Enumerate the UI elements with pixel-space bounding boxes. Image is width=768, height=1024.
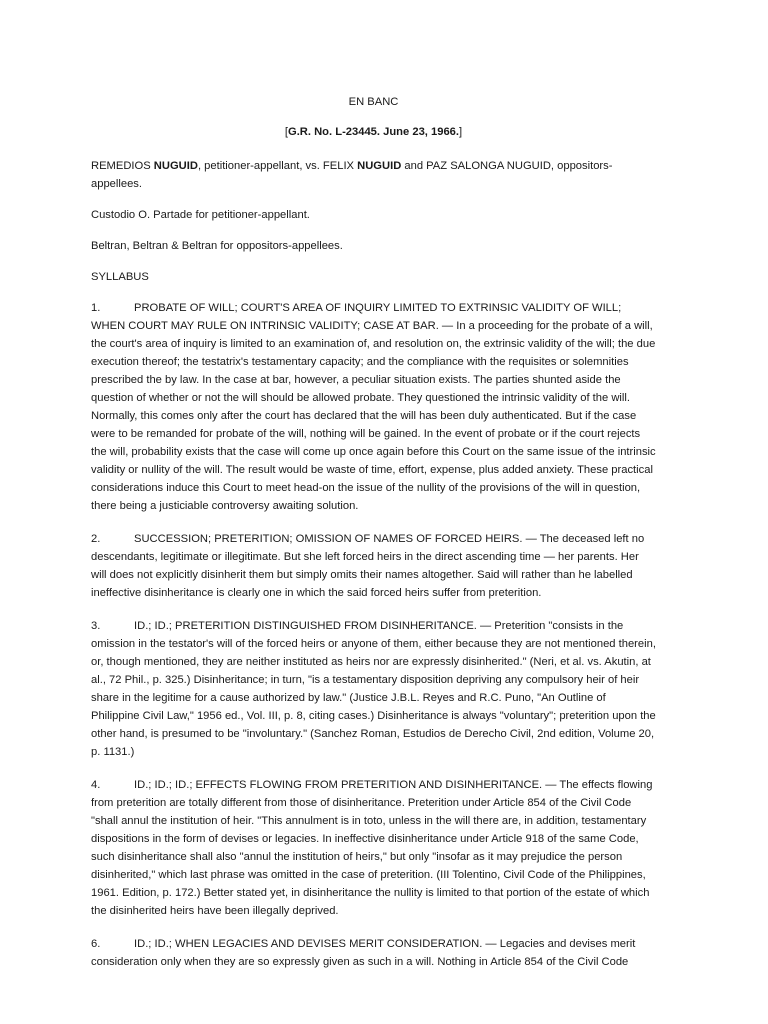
item-heading: SUCCESSION; PRETERITION; OMISSION OF NAMES OF FORCED HEIRS. (134, 533, 523, 545)
item-body: — Preterition "consists in the omission in the testator's will of the forced heirs or anyone of them, either because they are not mentioned therein, or, though mentioned, they are neither instituted as heirs nor are expressly disinherited." (Neri, et al. vs. Akutin, at al., 72 Phil., p. 325.) Disinheritance; in turn, "is a testamentary disposition depriving any compulsory heir of heir share in the legitime for a cause authorized by law." (Justice J.B.L. Reyes and R.C. Puno, "An Outline of Philippine Civil Law," 1956 ed., Vol. III, p. 8, citing cases.) Disinheritance is always "voluntary"; preterition upon the other hand, is presumed to be "involuntary." (Sanchez Roman, Estudios de Derecho Civil, 2nd edition, Volume 20, p. 1131.) (91, 620, 656, 758)
case-number-text: G.R. No. L-23445. June 23, 1966. (288, 126, 459, 138)
syllabus-item (91, 776, 656, 920)
item-heading: PROBATE OF WILL; COURT'S AREA OF INQUIRY LIMITED TO EXTRINSIC VALIDITY OF WILL; WHEN COURT MAY RULE ON INTRINSIC VALIDITY; CASE AT BAR. (91, 302, 622, 332)
item-body: — In a proceeding for the probate of a will, the court's area of inquiry is limited to an examination of, and resolution on, the extrinsic validity of the will; the due execution thereof; the testatrix's testamentary capacity; and the compliance with the requisites or solemnities prescribed the by law. In the case at bar, however, a peculiar situation exists. The parties shunted aside the question of whether or not the will should be allowed probate. They questioned the intrinsic validity of the will. Normally, this comes only after the court has declared that the will has been duly authenticated. But if the case were to be remanded for probate of the will, nothing will be gained. In the event of probate or if the court rejects the will, probability exists that the case will come up once again before this Court on the same issue of the intrinsic validity or nullity of the will. The result would be waste of time, effort, expense, plus added anxiety. These practical considerations induce this Court to meet head-on the issue of the nullity of the provisions of the will in question, there being a justiciable controversy awaiting solution. (91, 320, 656, 512)
respondent-surname: NUGUID (357, 160, 402, 172)
open-bracket: [ (284, 126, 288, 138)
petitioner-surname: NUGUID (153, 160, 198, 172)
petitioner-counsel: Custodio O. Partade for petitioner-appellant. (91, 209, 310, 221)
respondent-counsel: Beltran, Beltran & Beltran for oppositors-appellees. (91, 240, 343, 252)
item-heading: ID.; ID.; PRETERITION DISTINGUISHED FROM DISINHERITANCE. (134, 620, 477, 632)
close-bracket: ] (459, 126, 463, 138)
case-number-heading (91, 125, 656, 140)
item-number: 2. (91, 533, 101, 545)
parties-line (91, 157, 656, 193)
petitioner-first-name: REMEDIOS (91, 160, 154, 172)
division-heading (91, 95, 656, 110)
syllabus-item (91, 935, 656, 971)
syllabus-label: SYLLABUS (91, 271, 149, 283)
respondent-rest: and PAZ SALONGA NUGUID, oppositors-appellees. (91, 160, 613, 190)
item-heading: ID.; ID.; WHEN LEGACIES AND DEVISES MERIT CONSIDERATION. (134, 938, 483, 950)
syllabus-item (91, 530, 656, 602)
division-text: EN BANC (348, 96, 399, 108)
item-body: — The effects flowing from preterition are totally different from those of disinheritance. Preterition under Article 854 of the Civil Code "shall annul the institution of heir. "This annulment is in toto, unless in the will there are, in addition, testamentary dispositions in the form of devises or legacies. In ineffective disinheritance under Article 918 of the same Code, such disinheritance shall also "annul the institution of heirs," but only "insofar as it may prejudice the person disinherited," which last phrase was omitted in the case of preterition. (III Tolentino, Civil Code of the Philippines, 1961. Edition, p. 172.) Better stated yet, in disinheritance the nullity is limited to that portion of the estate of which the disinherited heirs have been illegally deprived. (91, 779, 653, 917)
item-number: 6. (91, 938, 101, 950)
item-body: — Legacies and devises merit consideration only when they are so expressly given as such in a will. Nothing in Article 854 of the Civil Code (91, 938, 636, 968)
item-body: — The deceased left no descendants, legitimate or illegitimate. But she left forced heirs in the direct ascending time — her parents. Her will does not explicitly disinherit them but simply omits their names altogether. Said will rather than he labelled ineffective disinheritance is clearly one in which the said forced heirs suffer from preterition. (91, 533, 645, 599)
document-body (91, 95, 656, 986)
syllabus-item (91, 299, 656, 515)
syllabus-item (91, 617, 656, 761)
petitioner-role: , petitioner-appellant, vs. FELIX (197, 160, 358, 172)
item-number: 3. (91, 620, 101, 632)
item-number: 4. (91, 779, 101, 791)
item-number: 1. (91, 302, 101, 314)
item-heading: ID.; ID.; ID.; EFFECTS FLOWING FROM PRETERITION AND DISINHERITANCE. (134, 779, 543, 791)
